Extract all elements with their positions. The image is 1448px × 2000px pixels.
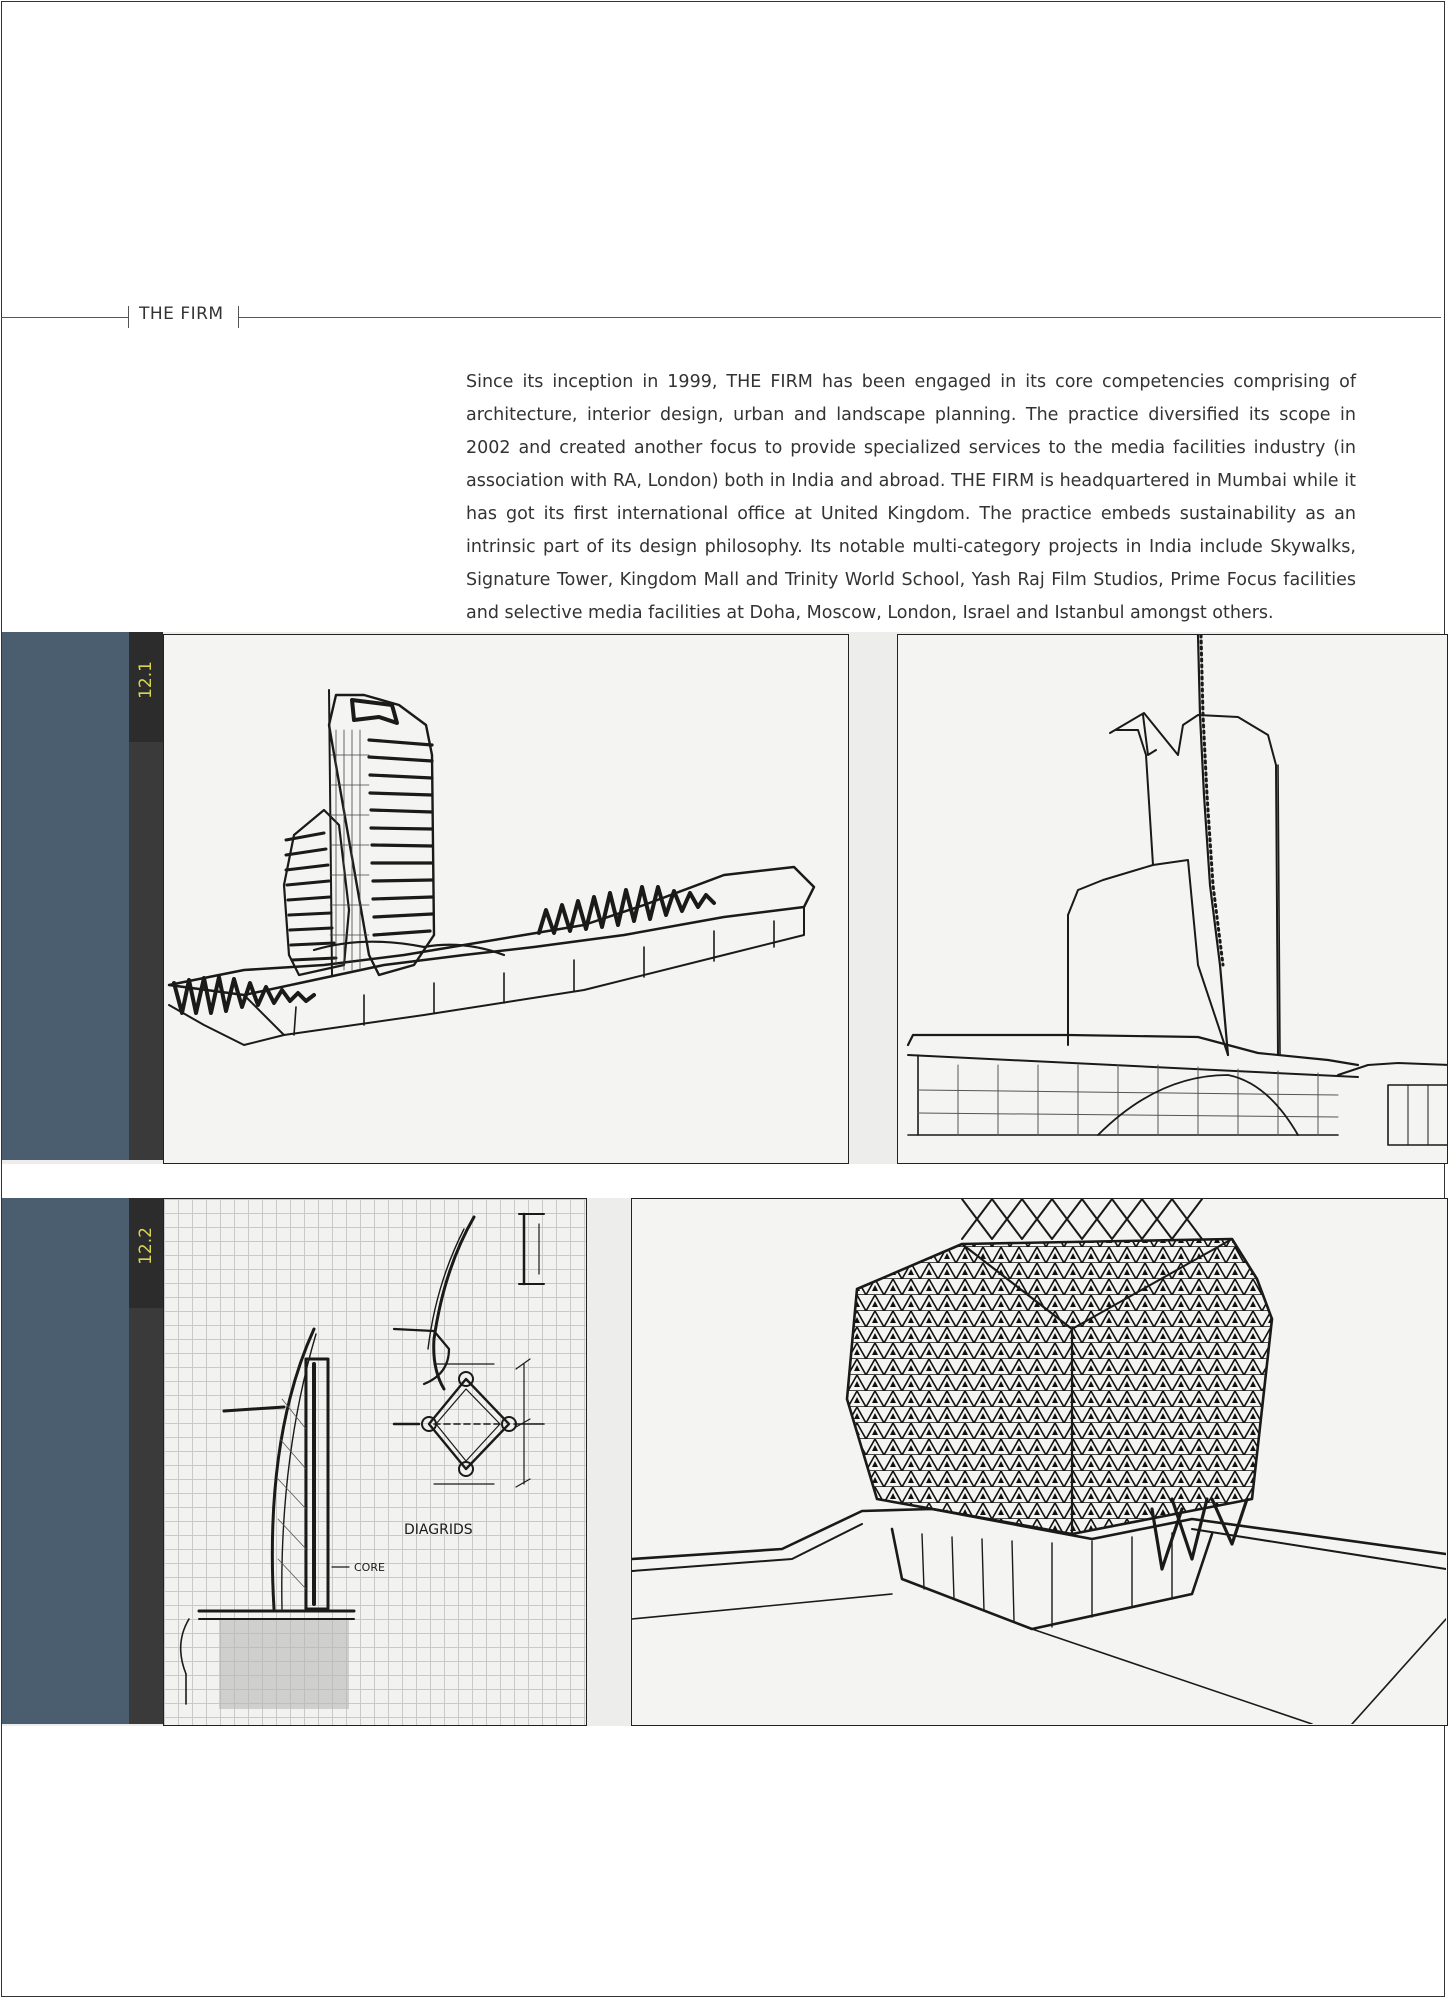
diagrids-annotation: DIAGRIDS	[404, 1522, 473, 1538]
figure-12-2-diagrid-perspective	[631, 1198, 1448, 1726]
section-rule-tick-left	[128, 306, 129, 328]
figure-12-1-sidebar-strip	[129, 742, 163, 1160]
core-annotation: CORE	[354, 1561, 385, 1574]
section-rule-left	[1, 317, 128, 318]
figure-12-2-sidebar	[2, 1198, 129, 1724]
figure-12-2-number: 12.2	[136, 1227, 157, 1265]
figure-12-2-diagrid-sketch	[163, 1198, 587, 1726]
figure-12-1-number: 12.1	[136, 661, 157, 699]
section-label: THE FIRM	[139, 304, 224, 324]
figure-12-1-sidebar	[2, 632, 129, 1160]
figure-12-1-tower-perspective	[897, 634, 1448, 1164]
figure-12-2-sidebar-strip	[129, 1308, 163, 1724]
section-rule-right	[238, 317, 1441, 318]
figure-12-1-tower-sketch	[163, 634, 849, 1164]
intro-paragraph: Since its inception in 1999, THE FIRM has been engaged in its core competencies comprising of architecture, interior design, urban and landscape planning. The practice diversified its scope in 2002 and created another focus to provide specialized services to the media facilities industry (in association with RA, London) both in India and abroad. THE FIRM is headquartered in Mumbai while it has got its first international office at United Kingdom. The practice embeds sustainability as an intrinsic part of its design philosophy. Its notable multi-category projects in India include Skywalks, Signature Tower, Kingdom Mall and Trinity World School, Yash Raj Film Studios, Prime Focus facilities and selective media facilities at Doha, Moscow, London, Israel and Istanbul amongst others.	[466, 371, 1356, 623]
